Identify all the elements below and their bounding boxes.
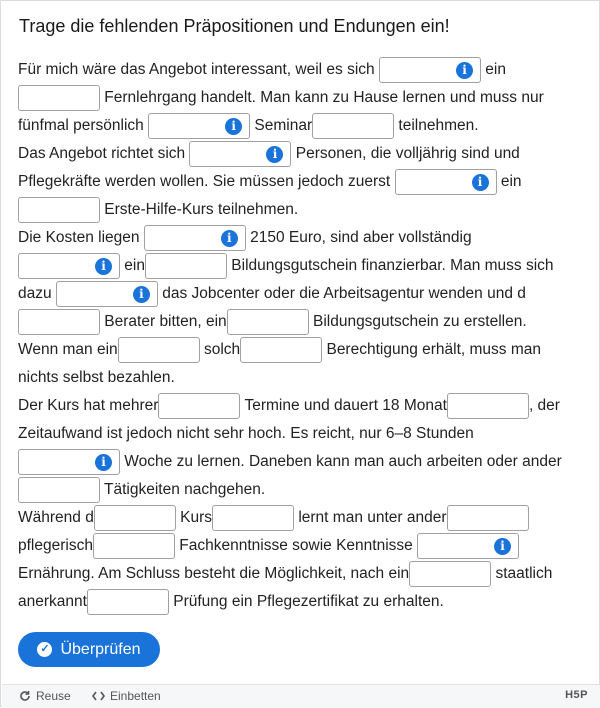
- text-segment: Erste-Hilfe-Kurs teilnehmen.: [100, 201, 299, 218]
- answer-input[interactable]: [447, 505, 529, 531]
- footer-bar: [2, 684, 600, 708]
- reuse-button[interactable]: [19, 689, 71, 703]
- answer-input[interactable]: [18, 309, 100, 335]
- info-icon[interactable]: i: [225, 118, 242, 135]
- refresh-icon: [19, 690, 31, 702]
- text-segment: Während d: [18, 509, 94, 526]
- text-line: [18, 280, 588, 308]
- answer-input[interactable]: [18, 253, 120, 279]
- info-icon[interactable]: i: [494, 538, 511, 555]
- info-icon[interactable]: i: [266, 146, 283, 163]
- text-line: [18, 140, 588, 168]
- info-icon[interactable]: i: [133, 286, 150, 303]
- check-button[interactable]: [18, 632, 160, 667]
- answer-input[interactable]: [56, 281, 158, 307]
- info-icon[interactable]: i: [95, 454, 112, 471]
- answer-input[interactable]: [18, 197, 100, 223]
- task-title: Trage die fehlenden Präpositionen und Endungen ein!: [19, 16, 450, 36]
- answer-input[interactable]: [145, 253, 227, 279]
- answer-input[interactable]: [158, 393, 240, 419]
- text-line: [18, 224, 588, 252]
- text-line: [18, 112, 588, 140]
- h5p-logo: H5P: [565, 689, 588, 701]
- text-line: [18, 560, 588, 588]
- text-segment: Für mich wäre das Angebot interessant, weil es sich: [18, 61, 379, 78]
- text-line: [18, 168, 588, 196]
- text-line: [18, 476, 588, 504]
- text-segment: Personen, die volljährig sind und: [291, 145, 520, 162]
- text-line: [18, 448, 588, 476]
- text-segment: Seminar: [250, 117, 313, 134]
- answer-input[interactable]: [395, 169, 497, 195]
- answer-input[interactable]: [87, 589, 169, 615]
- text-line: [18, 196, 588, 224]
- answer-input[interactable]: [240, 337, 322, 363]
- text-segment: Prüfung ein Pflegezertifikat zu erhalten.: [168, 593, 444, 610]
- text-segment: dazu: [18, 285, 56, 302]
- text-segment: Tätigkeiten nachgehen.: [100, 481, 266, 498]
- text-segment: Bildungsgutschein finanzierbar. Man muss sich: [227, 257, 554, 274]
- answer-input[interactable]: [312, 113, 394, 139]
- info-icon[interactable]: i: [456, 62, 473, 79]
- text-line: [18, 532, 588, 560]
- text-line: [18, 588, 588, 616]
- answer-input[interactable]: [93, 533, 175, 559]
- reuse-label: Reuse: [36, 689, 71, 703]
- answer-input[interactable]: [379, 57, 481, 83]
- answer-input[interactable]: [18, 477, 100, 503]
- text-segment: Die Kosten liegen: [18, 229, 144, 246]
- check-circle-icon: ✓: [37, 642, 52, 657]
- text-segment: Berater bitten, ein: [100, 313, 227, 330]
- text-segment: Ernährung. Am Schluss besteht die Möglichkeit, nach ein: [18, 565, 410, 582]
- embed-button[interactable]: [92, 689, 161, 703]
- answer-input[interactable]: [18, 85, 100, 111]
- embed-label: Einbetten: [110, 689, 161, 703]
- text-segment: Das Angebot richtet sich: [18, 145, 190, 162]
- answer-input[interactable]: [94, 505, 176, 531]
- text-segment: staatlich: [491, 565, 553, 582]
- answer-input[interactable]: [189, 141, 291, 167]
- text-segment: lernt man unter ander: [294, 509, 447, 526]
- cloze-text: [18, 56, 588, 616]
- text-segment: Bildungsgutschein zu erstellen.: [308, 313, 527, 330]
- info-icon[interactable]: i: [221, 230, 238, 247]
- answer-input[interactable]: [409, 561, 491, 587]
- text-segment: Wenn man ein: [18, 341, 118, 358]
- answer-input[interactable]: [118, 337, 200, 363]
- text-line: [18, 420, 588, 448]
- text-line: [18, 504, 588, 532]
- answer-input[interactable]: [227, 309, 309, 335]
- text-segment: fünfmal persönlich: [18, 117, 149, 134]
- text-segment: Termine und dauert 18 Monat: [240, 397, 447, 414]
- text-segment: , der: [528, 397, 560, 414]
- text-segment: pflegerisch: [18, 537, 93, 554]
- info-icon[interactable]: i: [472, 174, 489, 191]
- text-line: [18, 336, 588, 364]
- code-icon: [92, 690, 105, 702]
- text-line: [18, 252, 588, 280]
- answer-input[interactable]: [417, 533, 519, 559]
- text-segment: das Jobcenter oder die Arbeitsagentur wenden und d: [157, 285, 526, 302]
- text-line: [18, 308, 588, 336]
- text-segment: ein: [480, 61, 506, 78]
- text-segment: 2150 Euro, sind aber vollständig: [245, 229, 472, 246]
- text-segment: anerkannt: [18, 593, 87, 610]
- check-button-label: Überprüfen: [60, 640, 141, 658]
- answer-input[interactable]: [447, 393, 529, 419]
- answer-input[interactable]: [212, 505, 294, 531]
- text-segment: Kurs: [175, 509, 213, 526]
- answer-input[interactable]: [148, 113, 250, 139]
- text-line: [18, 364, 588, 392]
- text-segment: ein: [496, 173, 522, 190]
- text-segment: teilnehmen.: [394, 117, 479, 134]
- text-segment: Woche zu lernen. Daneben kann man auch arbeiten oder ander: [120, 453, 562, 470]
- text-segment: Der Kurs hat mehrer: [18, 397, 159, 414]
- text-segment: Berechtigung erhält, muss man: [322, 341, 542, 358]
- text-segment: Fachkenntnisse sowie Kenntnisse: [174, 537, 418, 554]
- text-line: [18, 392, 588, 420]
- text-segment: Fernlehrgang handelt. Man kann zu Hause lernen und muss nur: [100, 89, 544, 106]
- text-segment: Zeitaufwand ist jedoch nicht sehr hoch. Es reicht, nur 6–8 Stunden: [18, 425, 474, 442]
- text-segment: solch: [199, 341, 241, 358]
- text-segment: nichts selbst bezahlen.: [18, 369, 175, 386]
- text-segment: ein: [120, 257, 145, 274]
- answer-input[interactable]: [144, 225, 246, 251]
- text-line: [18, 84, 588, 112]
- answer-input[interactable]: [18, 449, 120, 475]
- text-segment: Pflegekräfte werden wollen. Sie müssen jedoch zuerst: [18, 173, 395, 190]
- info-icon[interactable]: i: [95, 258, 112, 275]
- text-line: [18, 56, 588, 84]
